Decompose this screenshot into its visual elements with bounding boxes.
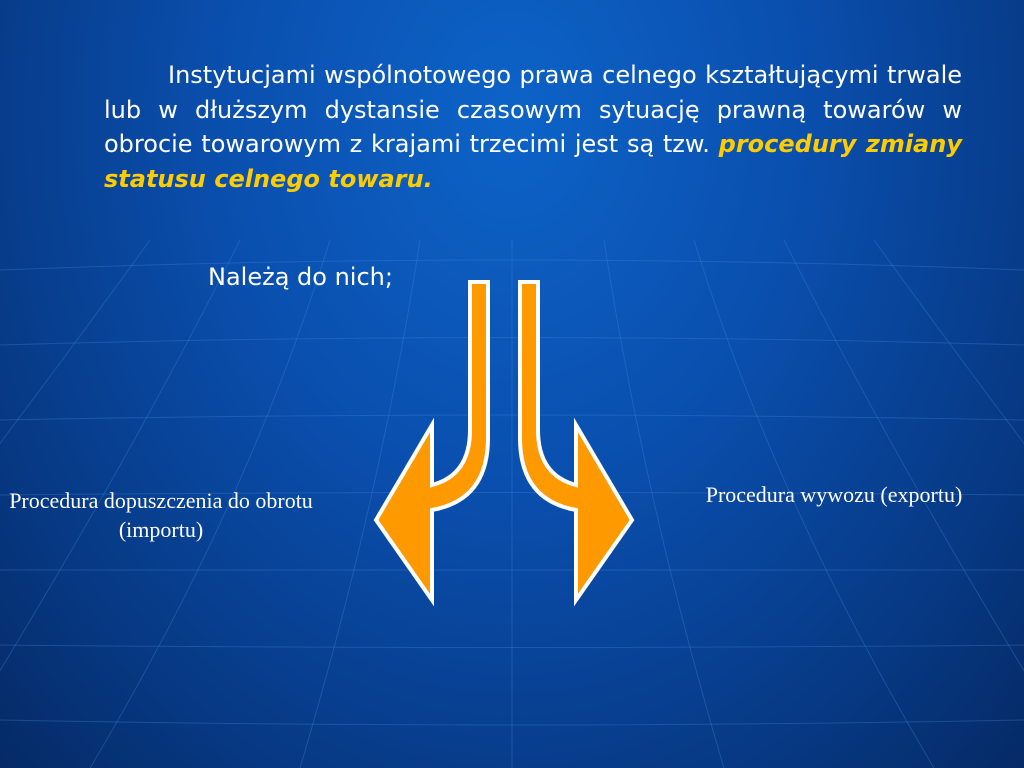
export-procedure-label: Procedura wywozu (exportu) xyxy=(705,482,963,507)
subheading: Należą do nich; xyxy=(208,263,393,291)
intro-paragraph xyxy=(104,58,962,196)
curved-arrow-right-icon xyxy=(520,282,632,600)
split-arrows xyxy=(360,270,650,620)
highlighted-term: procedury zmiany statusu celnego towaru. xyxy=(104,130,962,193)
import-procedure-label: Procedura dopuszczenia do obrotu (importu) xyxy=(9,488,313,542)
intro-text: Instytucjami wspólnotowego prawa celnego kształtującymi trwale lub w dłuższym dystansie czasowym sytuację prawną towarów w obrocie towarowym z krajami trzecimi jest są tzw. xyxy=(104,61,962,158)
curved-arrow-left-icon xyxy=(376,282,488,600)
